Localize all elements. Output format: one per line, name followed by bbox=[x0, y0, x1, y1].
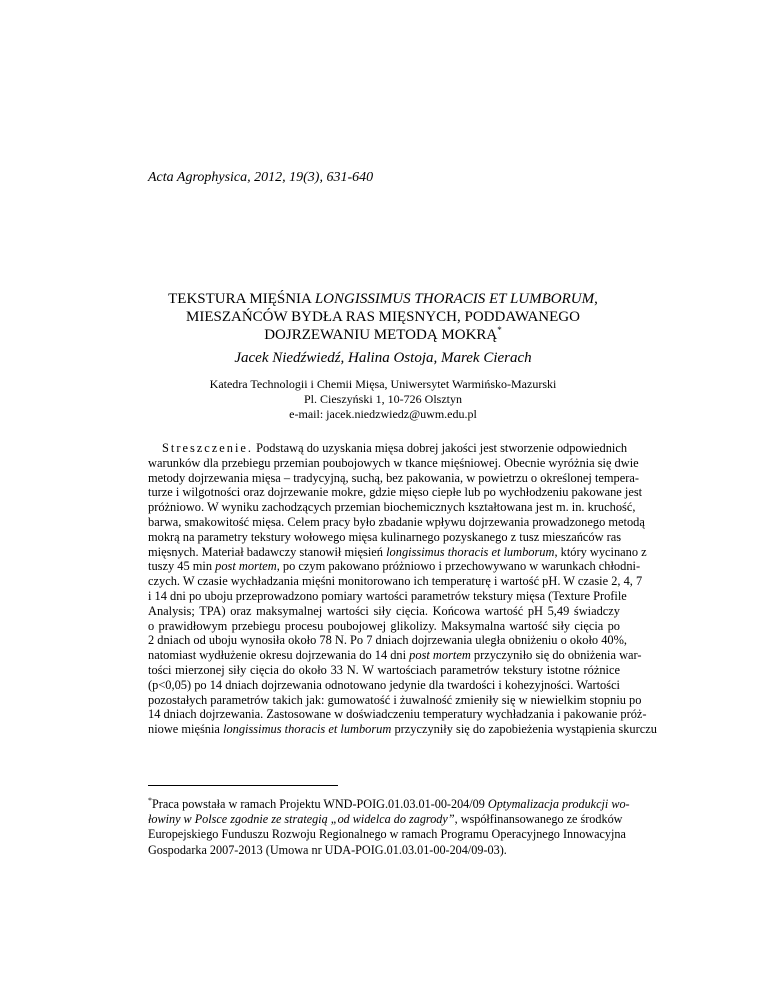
affiliation-email: e-mail: jacek.niedzwiedz@uwm.edu.pl bbox=[289, 407, 477, 421]
footnote bbox=[148, 796, 630, 858]
abstract-line: Analysis; TPA) oraz maksymalnej wartości siły cięcia. Końcowa wartość pH 5,49 świadczy bbox=[148, 603, 620, 618]
abstract-line: warunków dla przebiegu przemian poubojowych w tkance mięśniowej. Obecnie wyróżnia się dwie bbox=[148, 455, 639, 470]
abstract-text: , który wycinano z bbox=[554, 544, 647, 559]
footnote-separator bbox=[148, 785, 338, 786]
abstract-text: Podstawą do uzyskania mięsa dobrej jakości jest stworzenie odpowiednich bbox=[256, 441, 628, 455]
project-title: łowiny w Polsce zgodnie ze strategią „od widelca do zagrody” bbox=[148, 812, 455, 827]
abstract-line: 2 dniach od uboju wynosiła około 78 N. Po 7 dniach dojrzewania uległa obniżeniu o około 40%, bbox=[148, 633, 628, 648]
abstract-line: barwa, smakowitość mięsa. Celem pracy było zbadanie wpływu dojrzewania prowadzonego metodą bbox=[148, 514, 645, 529]
abstract-text: przyczyniło się do obniżenia war- bbox=[470, 648, 642, 663]
abstract-line: turze i wilgotności oraz dojrzewanie mokre, gdzie mięso ciepłe lub po wychłodzeniu pakowane jest bbox=[148, 485, 643, 500]
footnote-line bbox=[148, 796, 630, 812]
abstract-line: (p<0,05) po 14 dniach dojrzewania odnotowano jedynie dla twardości i kohezyjności. Wartości bbox=[148, 677, 621, 692]
abstract-text: natomiast wydłużenie okresu dojrzewania do 14 dni bbox=[148, 648, 410, 663]
latin-term: post mortem bbox=[409, 648, 471, 663]
abstract-line: mokrą na parametry tekstury wołowego mięsa kulinarnego pozyskanego z tusz mieszańców ras bbox=[148, 529, 622, 544]
abstract-line: metody dojrzewania mięsa – tradycyjną, suchą, bez pakowania, w powietrzu o określonej tempera- bbox=[148, 470, 639, 485]
footnote-line: Europejskiego Funduszu Rozwoju Regionalnego w ramach Programu Operacyjnego Innowacyjna bbox=[148, 827, 626, 842]
article-title bbox=[148, 290, 618, 344]
muscle-name: longissimus thoracis et lumborum bbox=[223, 722, 392, 737]
footnote-marker: * bbox=[148, 796, 152, 805]
affiliation-institution: Katedra Technologii i Chemii Mięsa, Uniwersytet Warmińsko-Mazurski bbox=[209, 377, 557, 391]
abstract-line: próżniowo. W wyniku zachodzących przemian biochemicznych kształtowana jest m. in. kruchość, bbox=[148, 500, 636, 515]
title-line-2: MIESZAŃCÓW BYDŁA RAS MIĘSNYCH, PODDAWANEGO bbox=[186, 309, 580, 325]
abstract-text: mięsnych. Materiał badawczy stanowił mięsień bbox=[148, 544, 387, 559]
latin-term: post mortem bbox=[215, 559, 277, 574]
title-line-1-end: , bbox=[594, 291, 598, 307]
abstract-line: tości mierzonej siły cięcia do około 33 N. W wartościach parametrów tekstury istotne różnice bbox=[148, 662, 620, 677]
abstract-text: , po czym pakowano próżniowo i przechowywano w warunkach chłodni- bbox=[276, 559, 641, 574]
project-title: Optymalizacja produkcji wo- bbox=[487, 797, 630, 811]
footnote-line bbox=[148, 812, 623, 827]
abstract-line bbox=[148, 559, 641, 574]
abstract-line: czych. W czasie wychładzania mięśni monitorowano ich temperaturę i wartość pH. W czasie 2, 4, 7 bbox=[148, 574, 643, 589]
title-muscle-name: LONGISSIMUS THORACIS ET LUMBORUM bbox=[314, 291, 595, 307]
abstract-line: 14 dniach dojrzewania. Zastosowane w doświadczeniu temperatury wychładzania i pakowanie próż- bbox=[148, 707, 647, 722]
abstract-line: i 14 dni po uboju przeprowadzono pomiary wartości parametrów tekstury mięsa (Texture Profile bbox=[148, 588, 627, 603]
footnote-text: Praca powstała w ramach Projektu WND-POIG.01.03.01-00-204/09 bbox=[152, 797, 488, 811]
abstract bbox=[148, 441, 657, 737]
title-footnote-marker: * bbox=[497, 325, 502, 335]
abstract-line bbox=[148, 722, 657, 737]
muscle-name: longissimus thoracis et lumborum bbox=[386, 544, 555, 559]
abstract-line bbox=[148, 441, 628, 456]
abstract-label: Streszczenie. bbox=[162, 441, 254, 455]
abstract-line: pozostałych parametrów takich jak: gumowatość i żuwalność zmieniły się w niewielkim stopniu po bbox=[148, 692, 642, 707]
affiliation-address: Pl. Cieszyński 1, 10-726 Olsztyn bbox=[304, 392, 462, 406]
abstract-line: o prawidłowym przebiegu procesu poubojowej glikolizy. Maksymalna wartość siły cięcia po bbox=[148, 618, 620, 633]
title-line-1 bbox=[148, 290, 618, 308]
title-line-3-text: DOJRZEWANIU METODĄ MOKRĄ bbox=[264, 327, 498, 343]
footnote-text: , współfinansowanego ze środków bbox=[454, 812, 623, 827]
title-line-1-start: TEKSTURA MIĘŚNIA bbox=[168, 291, 315, 307]
abstract-line bbox=[148, 544, 647, 560]
abstract-text: tuszy 45 min bbox=[148, 559, 216, 574]
affiliation bbox=[148, 377, 618, 422]
authors: Jacek Niedźwiedź, Halina Ostoja, Marek Cierach bbox=[234, 350, 532, 366]
abstract-text: niowe mięśnia bbox=[148, 722, 224, 737]
journal-citation: Acta Agrophysica, 2012, 19(3), 631-640 bbox=[148, 170, 374, 185]
footnote-line: Gospodarka 2007-2013 (Umowa nr UDA-POIG.01.03.01-00-204/09-03). bbox=[148, 842, 507, 857]
title-line-3 bbox=[148, 326, 618, 344]
abstract-line bbox=[148, 648, 642, 663]
abstract-text: przyczyniły się do zapobieżenia wystąpienia skurczu bbox=[391, 722, 657, 737]
